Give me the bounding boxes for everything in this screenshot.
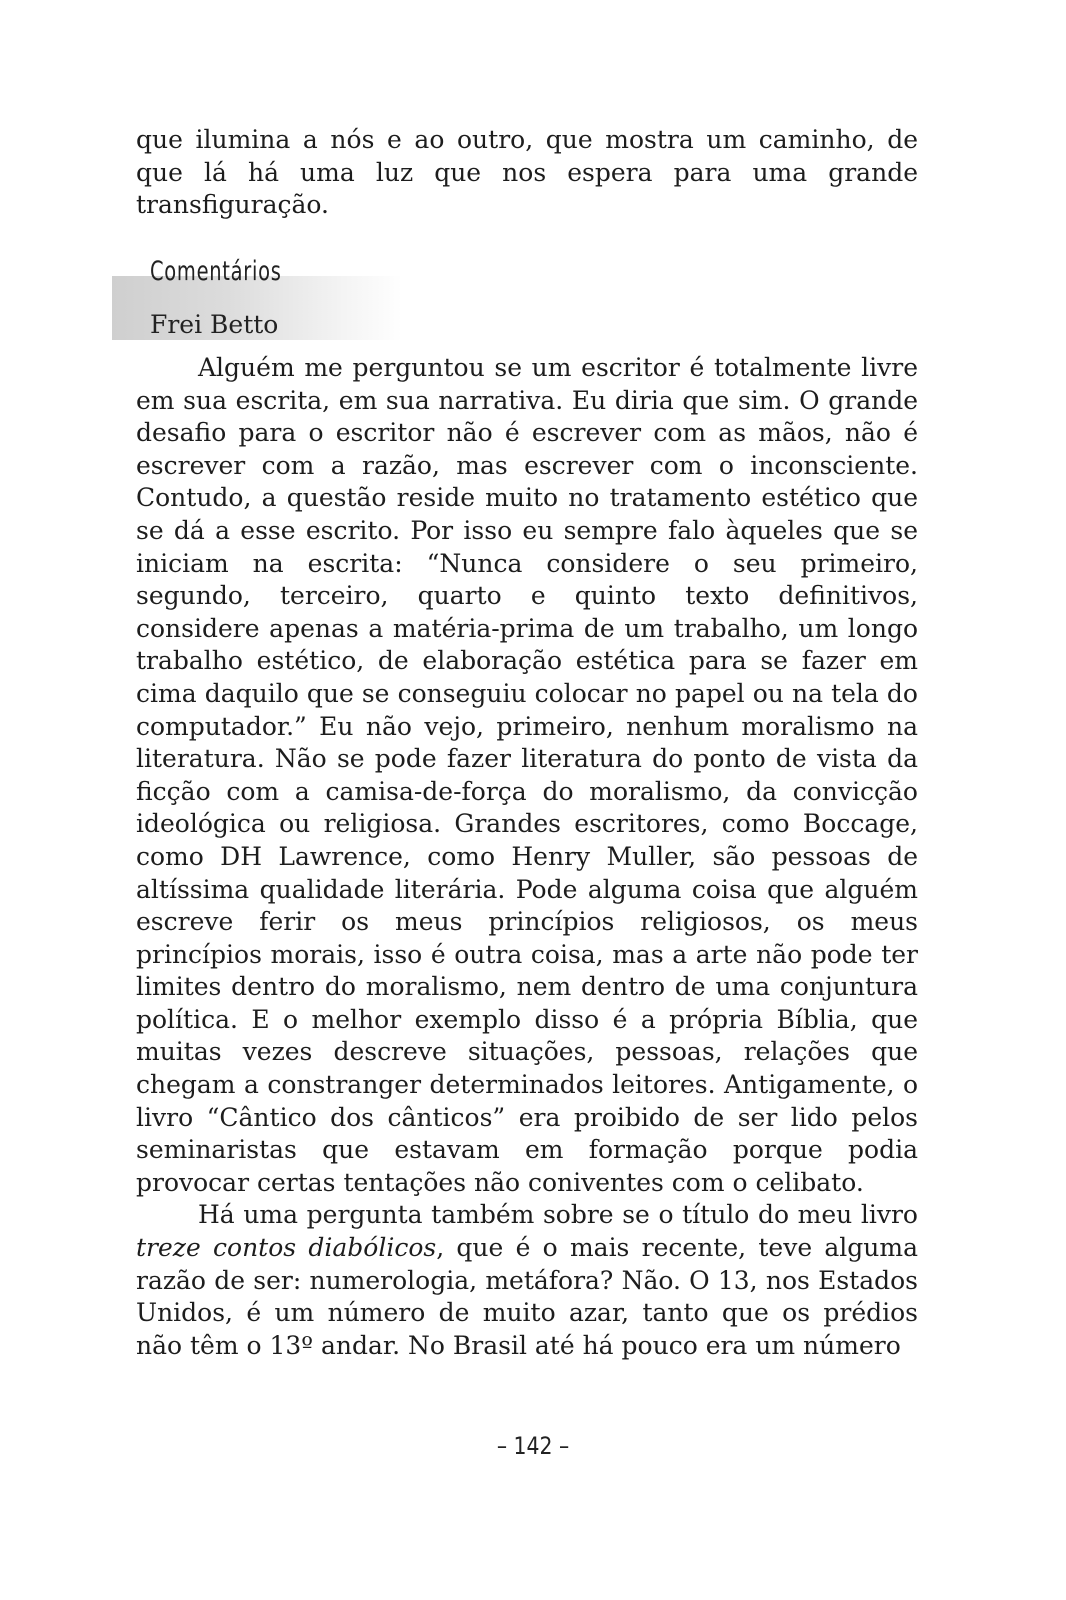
section-title: Comentários: [150, 256, 282, 287]
paragraph-2: [136, 1199, 918, 1362]
commentary-body: [136, 352, 918, 1362]
paragraph-2-start: Há uma pergunta também sobre se o título do meu livro: [198, 1200, 918, 1230]
paragraph-2-end: , que é o mais recente, teve alguma razão de ser: numerologia, metáfora? Não. O 13, nos Estados Unidos, é um número de muito azar, tanto que os prédios não têm o 13º andar. No Brasil até há pouco era um número: [136, 1233, 918, 1360]
author-name: Frei Betto: [150, 310, 279, 339]
page-number: – 142 –: [496, 1432, 570, 1460]
intro-paragraph: que ilumina a nós e ao outro, que mostra um caminho, de que lá há uma luz que nos espera para uma grande transfiguração.: [136, 125, 918, 220]
paragraph-1: Alguém me perguntou se um escritor é totalmente livre em sua escrita, em sua narrativa. Eu diria que sim. O grande desafio para o escritor não é escrever com as mãos, não é escrever com a razão, mas escrever com o inconsciente. Contudo, a questão reside muito no tratamento estético que se dá a esse escrito. Por isso eu sempre falo àqueles que se iniciam na escrita: “Nunca considere o seu primeiro, segundo, terceiro, quarto e quinto texto definitivos, considere apenas a matéria-prima de um trabalho, um longo trabalho estético, de elaboração estética para se fazer em cima daquilo que se conseguiu colocar no papel ou na tela do computador.” Eu não vejo, primeiro, nenhum moralismo na literatura. Não se pode fazer literatura do ponto de vista da ficção com a camisa-de-força do moralismo, da convicção ideológica ou religiosa. Grandes escritores, como Boccage, como DH Lawrence, como Henry Muller, são pessoas de altíssima qualidade literária. Pode alguma coisa que alguém escreve ferir os meus princípios religiosos, os meus princípios morais, isso é outra coisa, mas a arte não pode ter limites dentro do moralismo, nem dentro de uma conjuntura política. E o melhor exemplo disso é a própria Bíblia, que muitas vezes descreve situações, pessoas, relações que chegam a constranger determinados leitores. Antigamente, o livro “Cântico dos cânticos” era proibido de ser lido pelos seminaristas que estavam em formação porque podia provocar certas tentações não coniventes com o celibato.: [136, 353, 918, 1197]
book-title-italic: treze contos diabólicos: [136, 1233, 437, 1263]
